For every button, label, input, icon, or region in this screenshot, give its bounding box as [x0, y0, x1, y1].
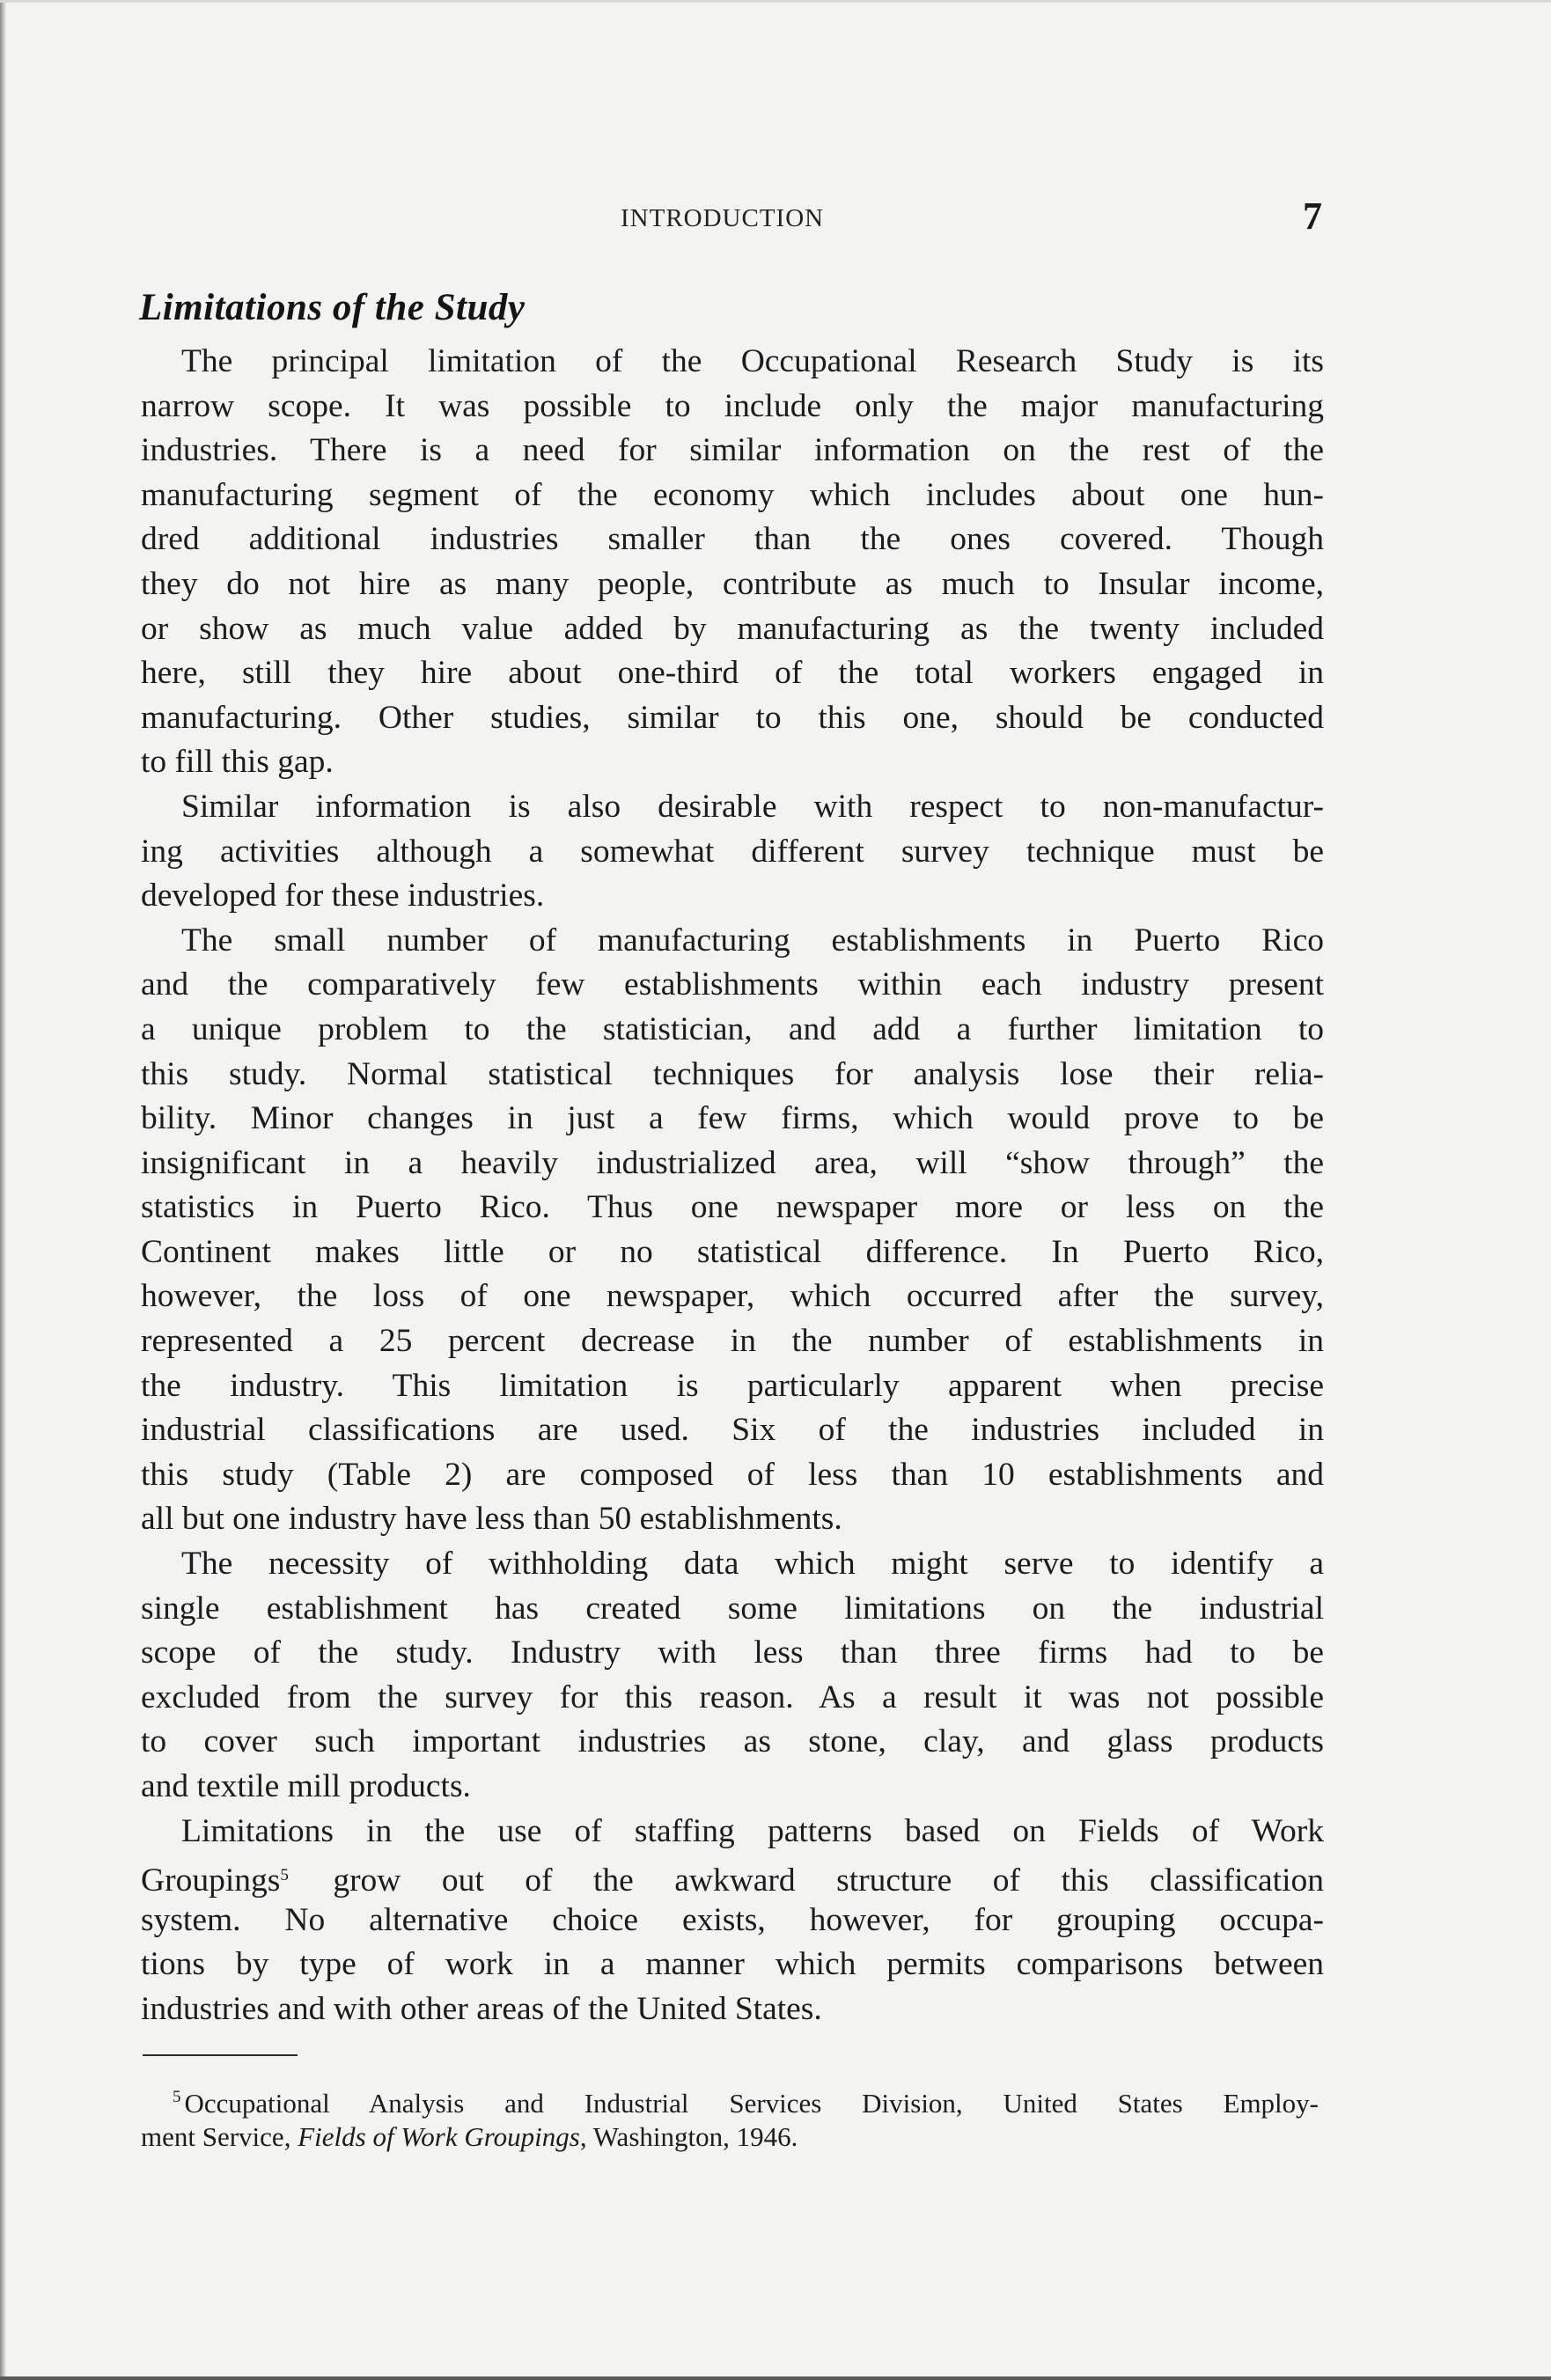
- text-line: they do not hire as many people, contribute as much to Insular income,: [141, 565, 1324, 602]
- text-line: industries. There is a need for similar information on the rest of the: [141, 432, 1324, 469]
- text-line: The small number of manufacturing establishments in Puerto Rico: [181, 922, 1324, 959]
- text-line: industrial classifications are used. Six of the industries included in: [141, 1412, 1324, 1449]
- scan-edge-top: [0, 0, 1551, 3]
- footnote-citation-title: Fields of Work Groupings: [298, 2121, 580, 2152]
- paragraph: [141, 919, 1324, 1542]
- text-line: Similar information is also desirable with respect to non-manufactur-: [181, 788, 1324, 825]
- text-line: here, still they hire about one-third of the total workers engaged in: [141, 655, 1324, 692]
- footnote-rule: [143, 2054, 298, 2056]
- footnote-text: , Washington, 1946.: [579, 2121, 798, 2152]
- text-line: bility. Minor changes in just a few firms, which would prove to be: [141, 1100, 1324, 1137]
- text-line: a unique problem to the statistician, and add a further limitation to: [141, 1010, 1324, 1047]
- running-head: INTRODUCTION: [621, 204, 825, 232]
- text-line: this study. Normal statistical techniques for analysis lose their relia-: [141, 1055, 1324, 1092]
- footnote-line: [141, 2077, 1319, 2117]
- text-line: developed for these industries.: [141, 878, 545, 915]
- paragraph: [141, 1542, 1324, 1810]
- page-number: 7: [1303, 195, 1322, 238]
- footnote-mark: 5: [173, 2088, 181, 2106]
- paragraph: [141, 1810, 1324, 2032]
- text-line: ing activities although a somewhat different survey technique must be: [141, 833, 1324, 870]
- text-line: to fill this gap.: [141, 744, 334, 781]
- scan-edge-bottom: [0, 2376, 1551, 2380]
- text-line: or show as much value added by manufacturing as the twenty included: [141, 610, 1324, 647]
- text-line: narrow scope. It was possible to include only the major manufacturing: [141, 387, 1324, 424]
- text-line: Limitations in the use of staffing patterns based on Fields of Work: [181, 1812, 1324, 1849]
- text-line: industries and with other areas of the United States.: [141, 1990, 822, 2027]
- text-line: statistics in Puerto Rico. Thus one newspaper more or less on the: [141, 1189, 1324, 1226]
- text-line: [141, 1854, 1324, 1899]
- text-line: manufacturing. Other studies, similar to this one, should be conducted: [141, 699, 1324, 736]
- text-line: The principal limitation of the Occupational Research Study is its: [181, 343, 1324, 379]
- text-line: to cover such important industries as stone, clay, and glass products: [141, 1723, 1324, 1760]
- text-line: and textile mill products.: [141, 1768, 471, 1804]
- paragraph: [141, 785, 1324, 919]
- text-line: however, the loss of one newspaper, which occurred after the survey,: [141, 1278, 1324, 1315]
- text-line: all but one industry have less than 50 establishments.: [141, 1501, 842, 1538]
- groupings-word: Groupings: [141, 1862, 281, 1899]
- text-line: this study (Table 2) are composed of less than 10 establishments and: [141, 1456, 1324, 1493]
- text-line: single establishment has created some limitations on the industrial: [141, 1590, 1324, 1627]
- body-text: [141, 340, 1324, 2032]
- text-line: and the comparatively few establishments within each industry present: [141, 966, 1324, 1003]
- text-line: The necessity of withholding data which might serve to identify a: [181, 1546, 1324, 1583]
- text-line: manufacturing segment of the economy which includes about one hun-: [141, 476, 1324, 513]
- footnote-reference: 5: [280, 1866, 289, 1885]
- footnote: [141, 2077, 1319, 2156]
- text-line: insignificant in a heavily industrialized area, will “show through” the: [141, 1144, 1324, 1181]
- footnote-text: ment Service,: [141, 2121, 298, 2152]
- page-header: [141, 195, 1324, 238]
- paragraph: [141, 340, 1324, 785]
- text-line: tions by type of work in a manner which permits comparisons between: [141, 1946, 1324, 1983]
- text-line: dred additional industries smaller than the ones covered. Though: [141, 521, 1324, 558]
- text-line: scope of the study. Industry with less than three firms had to be: [141, 1634, 1324, 1671]
- line-remainder: grow out of the awkward structure of this classification: [333, 1862, 1324, 1899]
- text-line: Continent makes little or no statistical difference. In Puerto Rico,: [141, 1233, 1324, 1270]
- section-heading: Limitations of the Study: [139, 287, 526, 328]
- text-line: represented a 25 percent decrease in the number of establishments in: [141, 1323, 1324, 1360]
- text-line: excluded from the survey for this reason. As a result it was not possible: [141, 1678, 1324, 1715]
- text-line: the industry. This limitation is particularly apparent when precise: [141, 1367, 1324, 1404]
- scan-edge-left: [0, 0, 6, 2380]
- footnote-text: Occupational Analysis and Industrial Services Division, United States Employ-: [184, 2088, 1319, 2119]
- text-line: system. No alternative choice exists, however, for grouping occupa-: [141, 1901, 1324, 1938]
